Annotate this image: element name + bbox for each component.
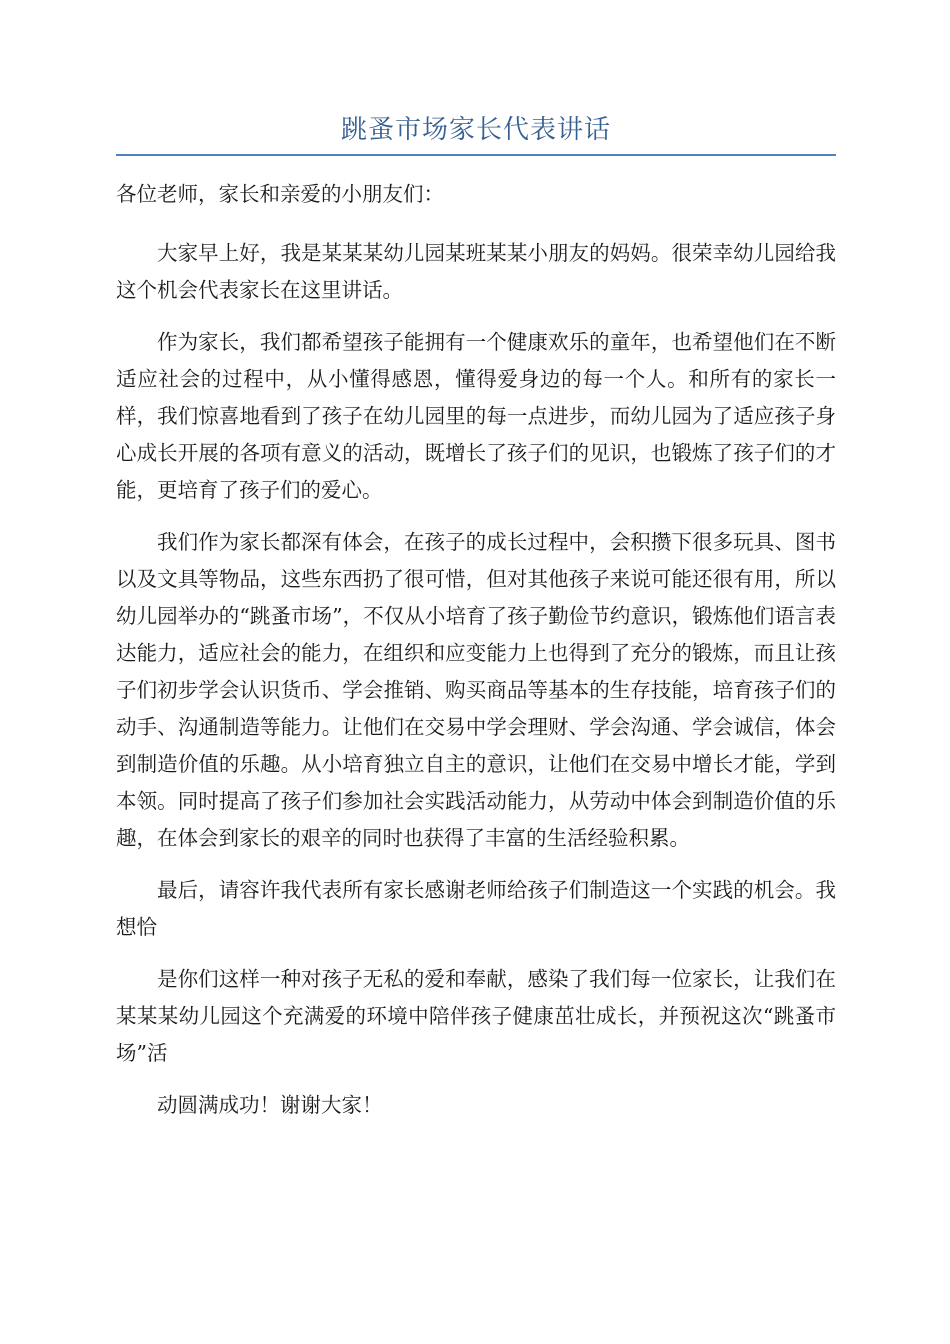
paragraph-thanks: 最后，请容许我代表所有家长感谢老师给孩子们制造这一个实践的机会。我想恰 bbox=[116, 878, 836, 939]
paragraph-greeting: 大家早上好，我是某某某幼儿园某班某某小朋友的妈妈。很荣幸幼儿园给我这个机会代表家长在这里讲话。 bbox=[116, 241, 836, 302]
paragraph-flea-market-benefits: 我们作为家长都深有体会，在孩子的成长过程中，会积攒下很多玩具、图书以及文具等物品，这些东西扔了很可惜，但对其他孩子来说可能还很有用，所以幼儿园举办的“跳蚤市场”，不仅从小培育了孩子勤俭节约意识，锻炼他们语言表达能力，适应社会的能力，在组织和应变能力上也得到了充分的锻炼，而且让孩子们初步学会认识货币、学会推销、购买商品等基本的生存技能，培育孩子们的动手、沟通制造等能力。让他们在交易中学会理财、学会沟通、学会诚信，体会到制造价值的乐趣。从小培育独立自主的意识，让他们在交易中增长才能，学到本领。同时提高了孩子们参加社会实践活动能力，从劳动中体会到制造价值的乐趣，在体会到家长的艰辛的同时也获得了丰富的生活经验积累。 bbox=[116, 530, 836, 850]
paragraph-parents-hope: 作为家长，我们都希望孩子能拥有一个健康欢乐的童年，也希望他们在不断适应社会的过程中，从小懂得感恩，懂得爱身边的每一个人。和所有的家长一样，我们惊喜地看到了孩子在幼儿园里的每一点进步，而幼儿园为了适应孩子身心成长开展的各项有意义的活动，既增长了孩子们的见识，也锻炼了孩子们的才能，更培育了孩子们的爱心。 bbox=[116, 330, 836, 502]
document-title: 跳蚤市场家长代表讲话 bbox=[340, 115, 611, 145]
salutation: 各位老师，家长和亲爱的小朋友们： bbox=[116, 182, 444, 206]
paragraph-closing: 动圆满成功！谢谢大家！ bbox=[157, 1093, 383, 1117]
document-page bbox=[116, 108, 836, 1139]
title-underline bbox=[116, 154, 836, 156]
paragraph-appreciation: 是你们这样一种对孩子无私的爱和奉献，感染了我们每一位家长，让我们在某某某幼儿园这个充满爱的环境中陪伴孩子健康茁壮成长，并预祝这次“跳蚤市场”活 bbox=[116, 967, 836, 1065]
